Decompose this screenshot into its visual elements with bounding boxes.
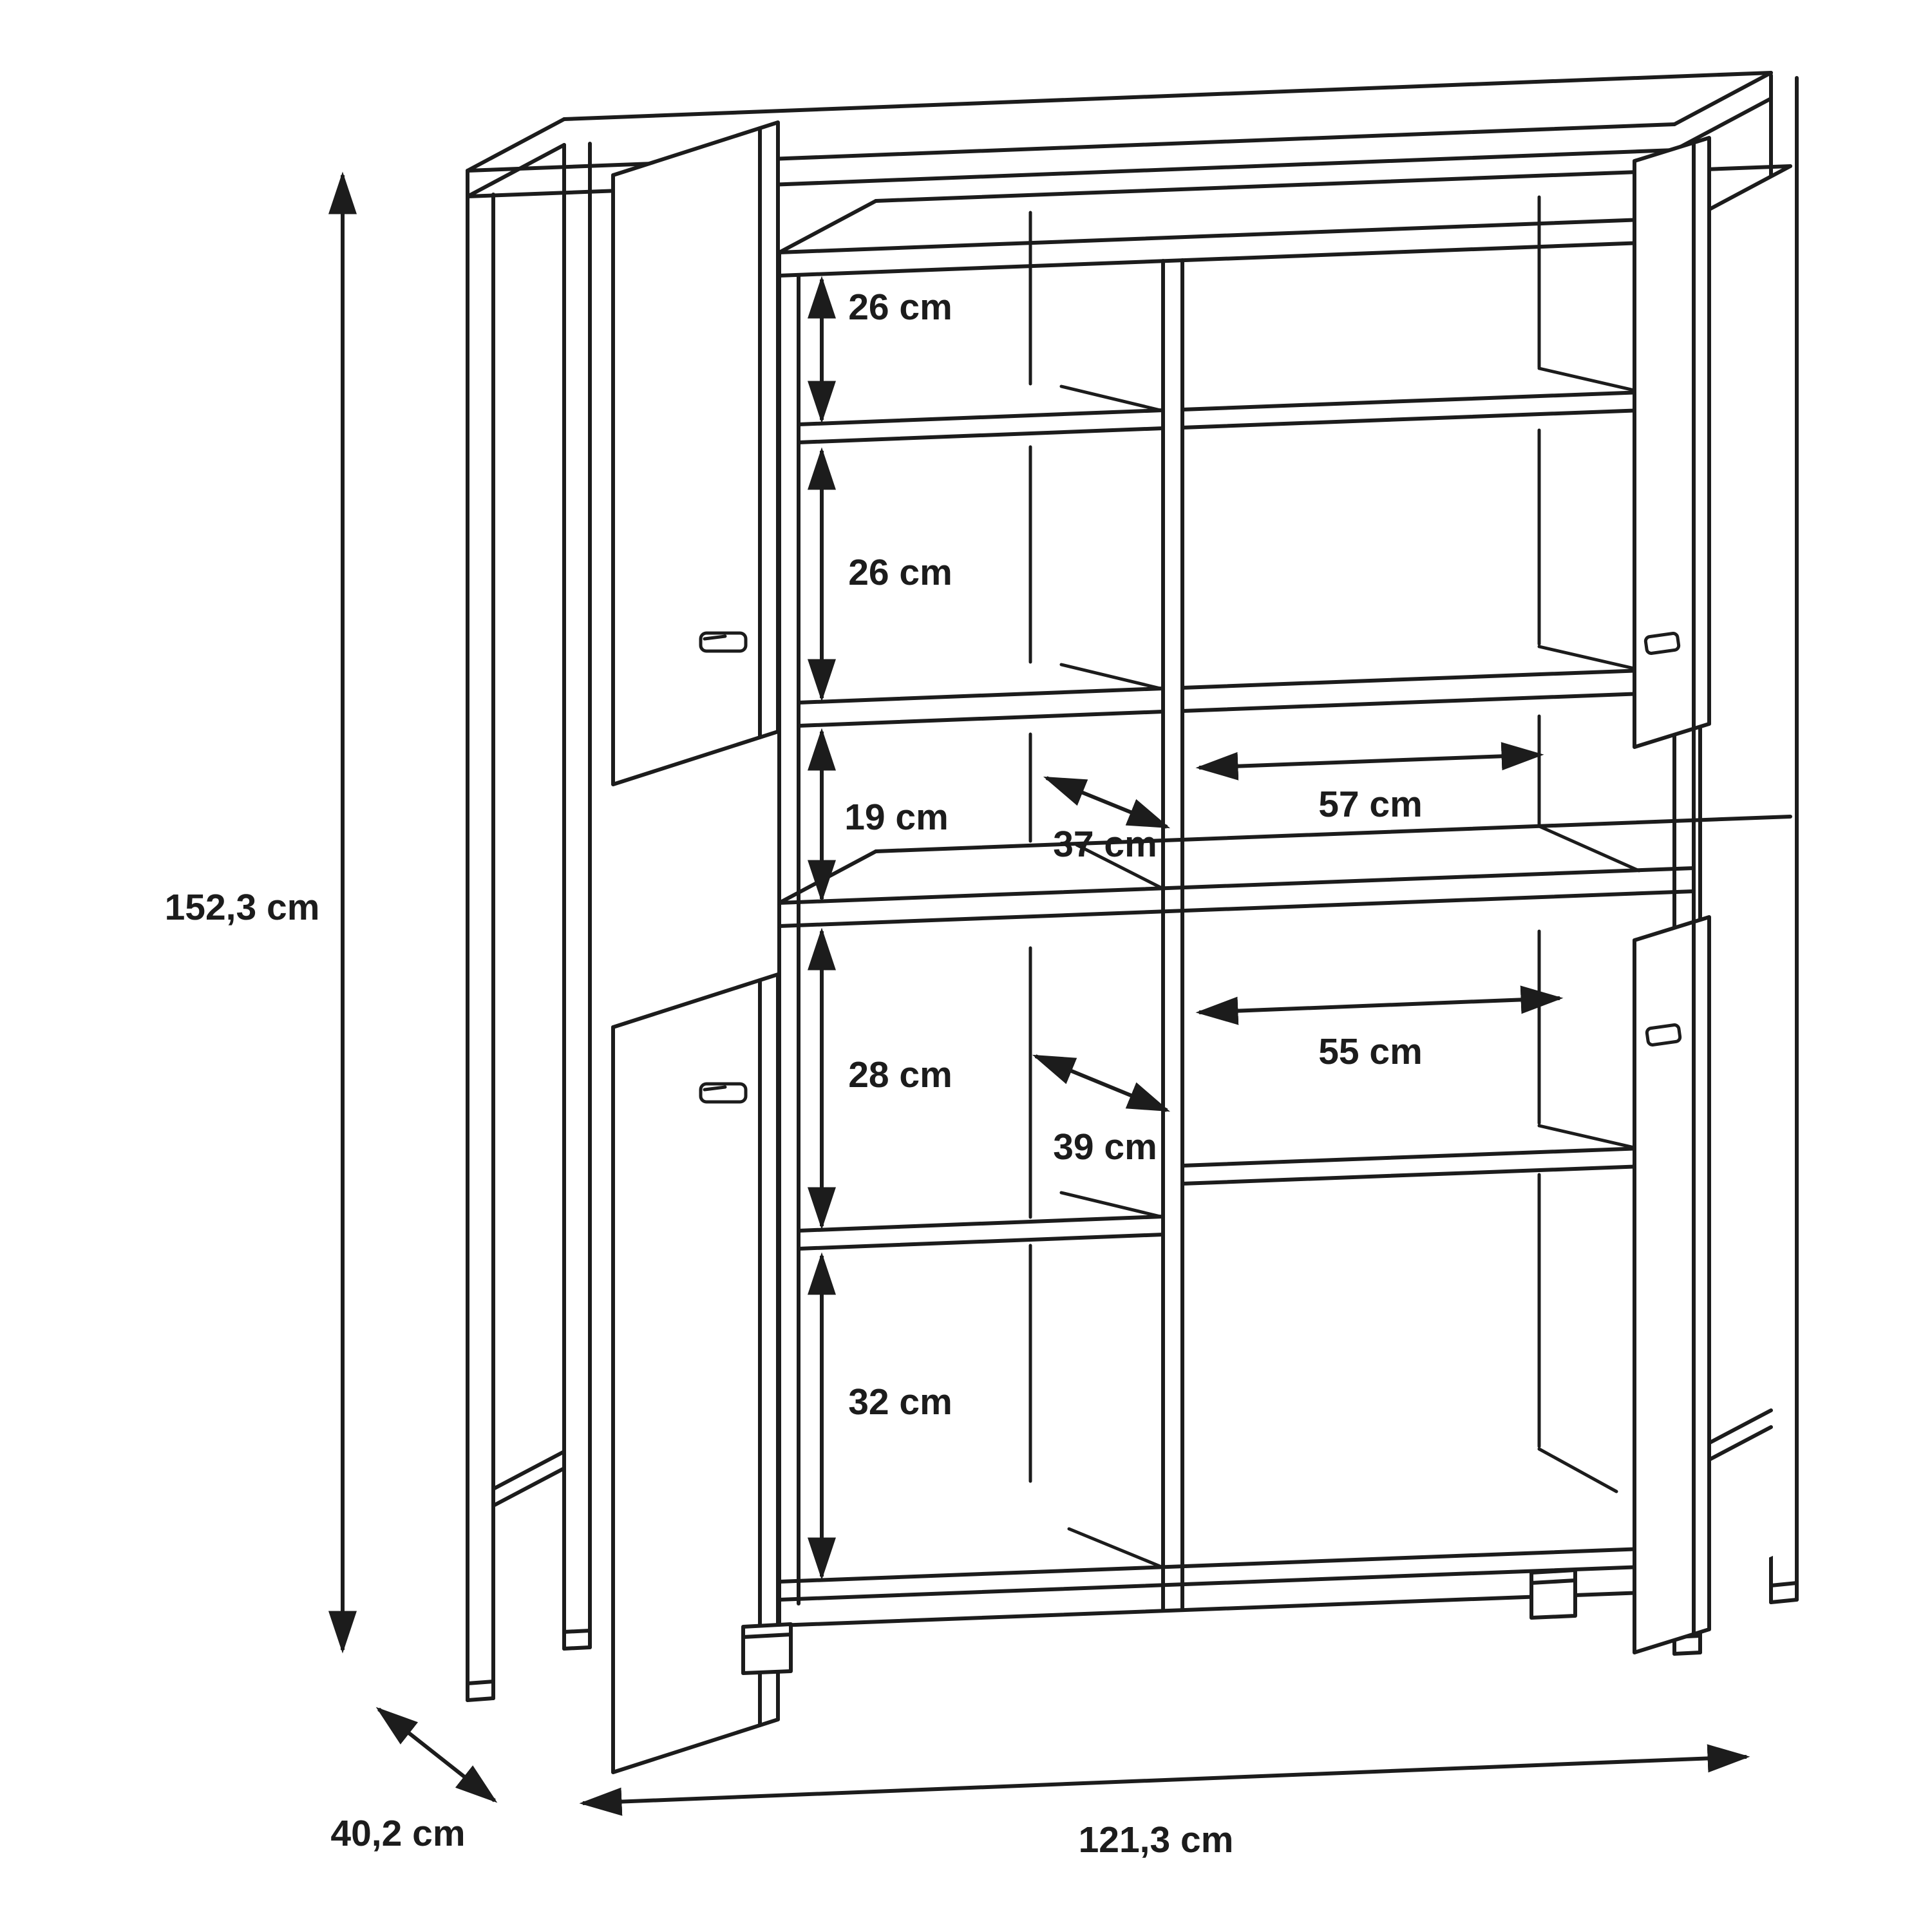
dim-niche-width-label: 57 cm [1318,784,1423,825]
dim-lower2-label: 32 cm [848,1381,952,1423]
door-top-right-handle [1645,633,1679,654]
foot-right [1531,1570,1575,1618]
door-top-left-handle [701,633,746,651]
door-bottom-left-handle [701,1084,746,1102]
dim-height-label: 152,3 cm [164,887,320,928]
dimension-depth [330,1709,495,1854]
frame-side-rail-left [493,1452,564,1506]
dimension-width [583,1757,1747,1861]
dim-lower-depth-label: 39 cm [1053,1126,1157,1168]
dim-upper1-label: 26 cm [848,287,952,328]
dim-lower1-label: 28 cm [848,1054,952,1095]
dim-niche-height-label: 19 cm [844,797,949,838]
door-top-right [1634,138,1709,747]
dim-width-label: 121,3 cm [1078,1819,1234,1861]
dim-depth-label: 40,2 cm [330,1813,466,1854]
dim-niche-depth-label: 37 cm [1053,824,1157,865]
door-top-left [613,122,778,784]
dim-lower-width-label: 55 cm [1318,1031,1423,1072]
foot-left [743,1624,791,1673]
dim-upper2-label: 26 cm [848,552,952,593]
frame-leg-back-left [564,144,590,1649]
frame-leg-front-left [468,194,493,1700]
door-bottom-right-handle [1646,1025,1680,1046]
dimension-height [165,175,343,1650]
door-bottom-right [1634,917,1709,1653]
